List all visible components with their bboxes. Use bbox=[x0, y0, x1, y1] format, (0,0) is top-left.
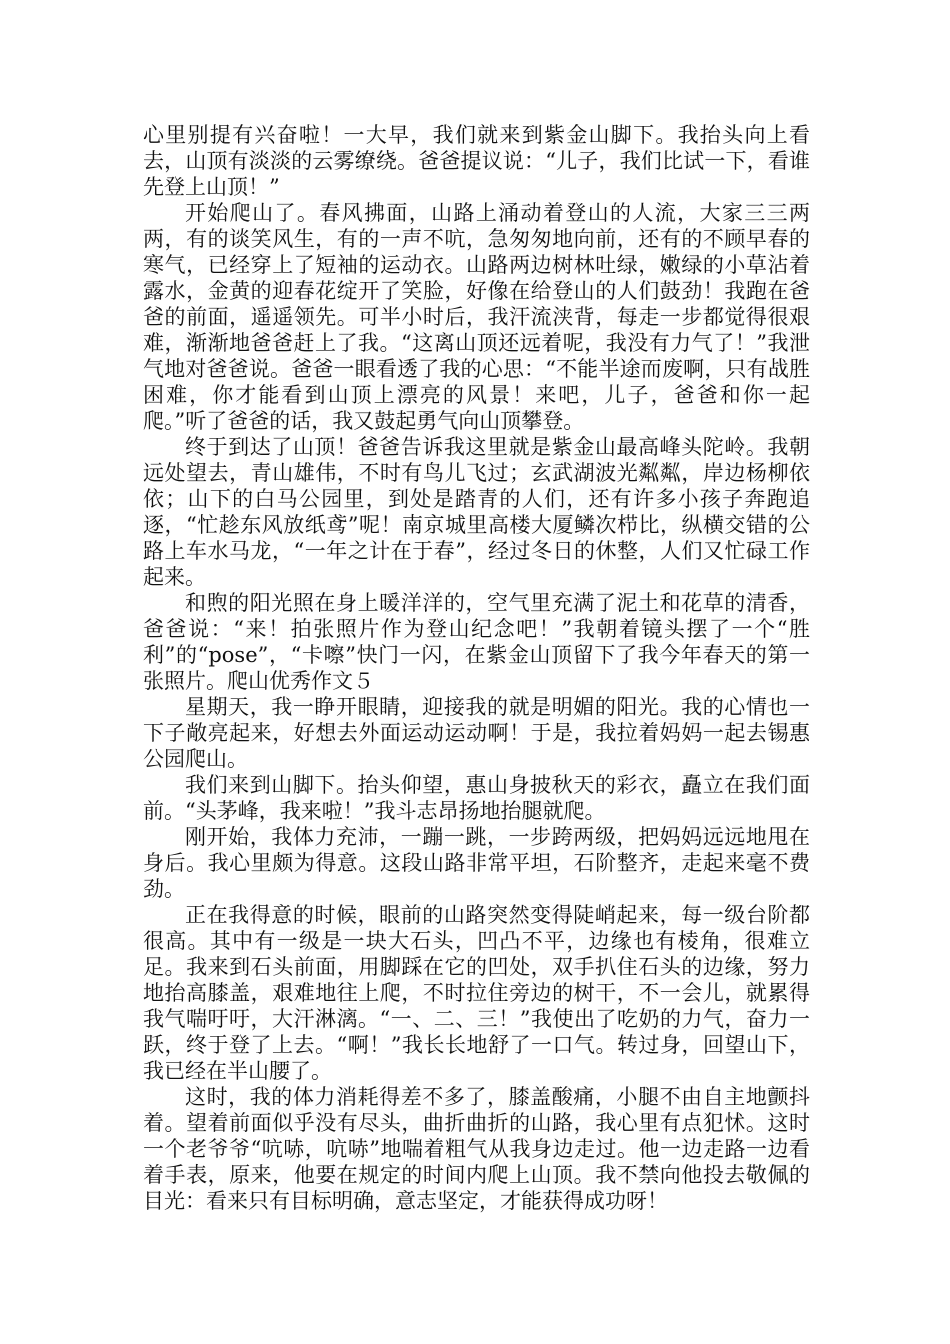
paragraph-9: 这时，我的体力消耗得差不多了，膝盖酸痛，小腿不由自主地颤抖着。望着前面似乎没有尽头，曲折曲折的山路，我心里有点犯怵。这时一个老爷爷“吭哧，吭哧”地喘着粗气从我身边走过。他一边走路一边看着手表，原来，他要在规定的时间内爬上山顶。我不禁向他投去敬佩的目光：看来只有目标明确，意志坚定，才能获得成功呀！ bbox=[143, 1085, 810, 1213]
paragraph-7: 刚开始，我体力充沛，一蹦一跳，一步跨两级，把妈妈远远地甩在身后。我心里颇为得意。这段山路非常平坦，石阶整齐，走起来毫不费劲。 bbox=[143, 825, 810, 901]
paragraph-8: 正在我得意的时候，眼前的山路突然变得陡峭起来，每一级台阶都很高。其中有一级是一块大石头，凹凸不平，边缘也有棱角，很难立足。我来到石头前面，用脚踩在它的凹处，双手扒住石头的边缘，努力地抬高膝盖，艰难地往上爬，不时拉住旁边的树干，不一会儿，就累得我气喘吁吁，大汗淋漓。“一、二、三！”我使出了吃奶的力气，奋力一跃，终于登了上去。“啊！”我长长地舒了一口气。转过身，回望山下，我已经在半山腰了。 bbox=[143, 903, 810, 1083]
paragraph-3: 终于到达了山顶！爸爸告诉我这里就是紫金山最高峰头陀岭。我朝远处望去，青山雄伟，不时有鸟儿飞过；玄武湖波光粼粼，岸边杨柳依依；山下的白马公园里，到处是踏青的人们，还有许多小孩子奔跑追逐，“忙趁东风放纸鸢”呢！南京城里高楼大厦鳞次栉比，纵横交错的公路上车水马龙，“一年之计在于春”，经过冬日的休整，人们又忙碌工作起来。 bbox=[143, 435, 810, 589]
paragraph-1: 心里别提有兴奋啦！一大早，我们就来到紫金山脚下。我抬头向上看去，山顶有淡淡的云雾缭绕。爸爸提议说：“儿子，我们比试一下，看谁先登上山顶！” bbox=[143, 123, 810, 199]
paragraph-6: 我们来到山脚下。抬头仰望，惠山身披秋天的彩衣，矗立在我们面前。“头茅峰，我来啦！”我斗志昂扬地抬腿就爬。 bbox=[143, 773, 810, 823]
paragraph-4: 和煦的阳光照在身上暖洋洋的，空气里充满了泥土和花草的清香，爸爸说：“来！拍张照片作为登山纪念吧！”我朝着镜头摆了一个“胜利”的“pose”，“卡嚓”快门一闪，在紫金山顶留下了我今年春天的第一张照片。爬山优秀作文５ bbox=[143, 591, 810, 693]
essay-body bbox=[143, 122, 810, 1214]
paragraph-5: 星期天，我一睁开眼睛，迎接我的就是明媚的阳光。我的心情也一下子敞亮起来，好想去外面运动运动啊！于是，我拉着妈妈一起去锡惠公园爬山。 bbox=[143, 695, 810, 771]
paragraph-2: 开始爬山了。春风拂面，山路上涌动着登山的人流，大家三三两两，有的谈笑风生，有的一声不吭，急匆匆地向前，还有的不顾早春的寒气，已经穿上了短袖的运动衣。山路两边树林吐绿，嫩绿的小草沾着露水，金黄的迎春花绽开了笑脸，好像在给登山的人们鼓劲！我跑在爸爸的前面，遥遥领先。可半小时后，我汗流浃背，每走一步都觉得很艰难，渐渐地爸爸赶上了我。“这离山顶还远着呢，我没有力气了！”我泄气地对爸爸说。爸爸一眼看透了我的心思：“不能半途而废啊，只有战胜困难，你才能看到山顶上漂亮的风景！来吧，儿子，爸爸和你一起爬。”听了爸爸的话，我又鼓起勇气向山顶攀登。 bbox=[143, 201, 810, 433]
